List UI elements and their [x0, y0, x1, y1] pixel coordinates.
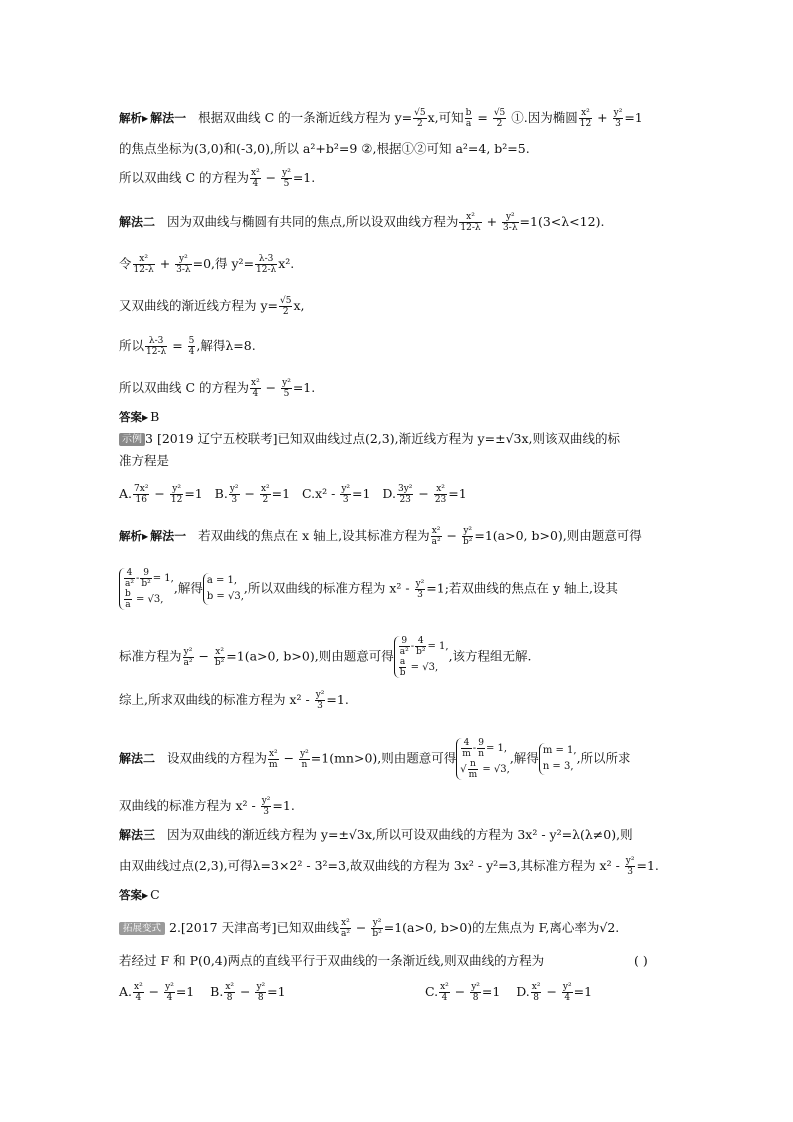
variation-badge: 拓展变式 [119, 922, 165, 935]
solution2-line4: 所以 $\frac{\lambda-3}{12-\lambda}$ = $\frac{5}{4}$ ,解得λ=8. [119, 336, 256, 357]
answer1: 答案▶ B [119, 409, 160, 424]
triangle-icon: ▶ [142, 532, 149, 541]
solution2-line2: 令 $\frac{\text{x²}}{12-\lambda}$ + $\frac{\text{y²}}{3-\lambda}$ =0,得 y²= $\frac{\lambda-3}{12-\lambda}$ x². [119, 254, 295, 275]
solution3-line2: $\frac{4}{\text{a²}}$ - $\frac{9}{\text{b²}}$ = 1, $\frac{b}{a}$ = √3,,解得 a = 1, b = √3,,所以双曲线的标准方程为 x² - $\frac{\text{y²}}{3}$ =1;若双曲线的焦点在 y 轴上,设其 [119, 568, 618, 610]
solution1-line2: 的焦点坐标为(3,0)和(-3,0),所以 a²+b²=9 ②,根据①②可知 a²=4, b²=5. [119, 141, 530, 156]
analysis-label: 解析 [119, 111, 142, 125]
answer2: 答案▶ C [119, 887, 160, 902]
example3-line1: 示例 3 [2019 辽宁五校联考]已知双曲线过点(2,3),渐近线方程为 y=±√3x,则该双曲线的标 [119, 430, 620, 448]
solution3-line1: 解析▶ 解法一 若双曲线的焦点在 x 轴上,设其标准方程为 $\frac{\text{x²}}{\text{a²}}$ − $\frac{\text{y²}}{\text{b²}}$ =1(a>0, b>0),则由题意可得 [119, 526, 642, 547]
solution3-line4: 综上,所求双曲线的标准方程为 x² - $\frac{\text{y²}}{3}$ =1. [119, 690, 349, 711]
triangle-icon: ▶ [142, 413, 149, 422]
solution2-line1: 解法二 因为双曲线与椭圆有共同的焦点,所以设双曲线方程为 $\frac{\text{x²}}{12-\lambda}$ + $\frac{\text{y²}}{3-\lambda}$ =1(3<λ<12). [119, 212, 605, 233]
example3-options: A. $\frac{\text{7x²}}{16}$ − $\frac{\text{y²}}{12}$ =1 B. $\frac{\text{y²}}{3}$ − $\frac{\text{x²}}{2}$ =1 C.x² - $\frac{\text{y²}}{3}$ =1 D. $\frac{\text{3y²}}{23}$ − $\frac{\text{x²}}{23}$ =1 [119, 484, 467, 505]
variation2-line2: 若经过 F 和 P(0,4)两点的直线平行于双曲线的一条渐近线,则双曲线的方程为 ( ) [119, 953, 648, 968]
triangle-icon: ▶ [142, 114, 149, 123]
solution2-line5: 所以双曲线 C 的方程为 $\frac{\text{x²}}{4}$ − $\frac{\text{y²}}{5}$ =1. [119, 378, 316, 399]
example-badge: 示例 [119, 433, 145, 446]
solution4-line1: 解法二 设双曲线的方程为 $\frac{\text{x²}}{m}$ − $\frac{\text{y²}}{n}$ =1(mn>0),则由题意可得 $\frac{4}{m}$ - $\frac{9}{n}$ = 1, √ $\frac{n}{m}$ = √3,,解得 m = 1, n = 3,,所以所求 [119, 738, 631, 780]
solution1-line1: 解析▶ 解法一 根据双曲线 C 的一条渐近线方程为 y= $\frac{√5}{2}$ x,可知 $\frac{b}{a}$ = $\frac{√5}{2}$ ①.因为椭圆 $\frac{\text{x²}}{12}$ + $\frac{\text{y²}}{3}$ =1 [119, 108, 643, 129]
solution1-line3: 所以双曲线 C 的方程为 $\frac{\text{x²}}{4}$ − $\frac{\text{y²}}{5}$ =1. [119, 168, 316, 189]
solution5-line2: 由双曲线过点(2,3),可得λ=3×2² - 3²=3,故双曲线的方程为 3x² - y²=3,其标准方程为 x² - $\frac{\text{y²}}{3}$ =1. [119, 856, 659, 877]
solution4-line2: 双曲线的标准方程为 x² - $\frac{\text{y²}}{3}$ =1. [119, 796, 295, 817]
variation2-options: A. $\frac{\text{x²}}{4}$ − $\frac{\text{y²}}{4}$ =1 B. $\frac{\text{x²}}{8}$ − $\frac{\text{y²}}{8}$ =1 C. $\frac{\text{x²}}{4}$ − $\frac{\text{y²}}{8}$ =1 D. $\frac{\text{x²}}{8}$ − $\frac{\text{y²}}{4}$ =1 [119, 982, 593, 1003]
solution3-line3: 标准方程为 $\frac{\text{y²}}{\text{a²}}$ − $\frac{\text{x²}}{\text{b²}}$ =1(a>0, b>0),则由题意可得 $\frac{9}{\text{a²}}$ - $\frac{4}{\text{b²}}$ = 1, $\frac{a}{b}$ = √3,,该方程组无解. [119, 636, 532, 678]
variation2-line1: 拓展变式 2.[2017 天津高考]已知双曲线 $\frac{\text{x²}}{\text{a²}}$ − $\frac{\text{y²}}{\text{b²}}$ =1(a>0, b>0)的左焦点为 F,离心率为√2. [119, 918, 619, 939]
solution2-line3: 又双曲线的渐近线方程为 y= $\frac{√5}{2}$ x, [119, 296, 305, 317]
triangle-icon: ▶ [142, 891, 149, 900]
solution5-line1: 解法三 因为双曲线的渐近线方程为 y=±√3x,所以可设双曲线的方程为 3x² - y²=λ(λ≠0),则 [119, 827, 633, 842]
example3-line2: 准方程是 [119, 453, 170, 468]
